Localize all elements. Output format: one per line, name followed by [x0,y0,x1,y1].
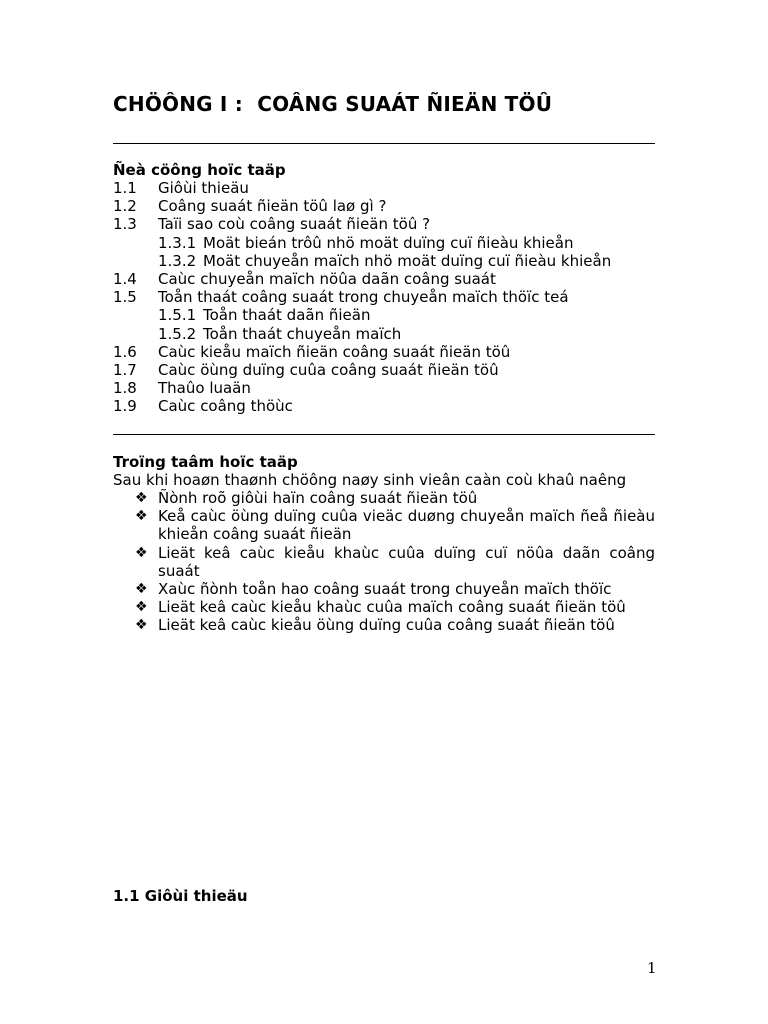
outline-item-number: 1.1 [113,179,137,197]
focus-item [113,507,655,543]
outline-item [113,343,611,361]
outline-item-text: Moät chuyeån maïch nhö moät duïng cuï ñieàu khieån [203,251,612,270]
page-number: 1 [647,959,657,977]
focus-item-text: Lieät keâ caùc kieåu öùng duïng cuûa coâng suaát ñieän töû [158,616,615,635]
diamond-bullet-icon: ❖ [135,617,148,634]
outline-item-text: Thaûo luaän [158,379,251,398]
focus-item-text: Keå caùc öùng duïng cuûa vieäc duøng chuyeån maïch ñeå ñieàu khieån coâng suaát ñieän [158,507,655,544]
focus-list [113,489,655,635]
outline-item-text: Toån thaát chuyeån maïch [203,324,402,343]
outline-item-text: Caùc öùng duïng cuûa coâng suaát ñieän töû [158,360,499,379]
outline-subitem [113,306,611,324]
outline-item [113,179,611,197]
outline-item-number: 1.5 [113,288,137,307]
focus-intro: Sau khi hoaøn thaønh chöông naøy sinh vieân caàn coù khaû naêng [113,471,627,489]
diamond-bullet-icon: ❖ [135,544,148,561]
outline-item-text: Toån thaát coâng suaát trong chuyeån maïch thöïc teá [158,288,569,307]
focus-item [113,616,655,634]
outline-item-number: 1.6 [113,342,137,361]
outline-item-number: 1.4 [113,269,137,288]
outline-subitem [113,252,611,270]
middle-divider [113,434,655,435]
outline-item [113,197,611,215]
outline-item-number: 1.7 [113,360,137,379]
focus-item [113,598,655,616]
outline-item-number: 1.3 [113,215,137,234]
diamond-bullet-icon: ❖ [135,490,148,506]
focus-item [113,580,655,598]
focus-item-text: Lieät keâ caùc kieåu khaùc cuûa maïch coâng suaát ñieän töû [158,598,626,617]
diamond-bullet-icon: ❖ [135,599,148,616]
outline-item [113,215,611,233]
outline-item-text: Taïi sao coù coâng suaát ñieän töû ? [158,215,431,234]
focus-item-text: Ñònh roõ giôùi haïn coâng suaát ñieän töû [158,489,478,507]
outline-item [113,361,611,379]
outline-item-number: 1.5.1 [158,306,197,325]
outline-item-number: 1.2 [113,197,137,216]
outline-item [113,397,611,415]
outline-item-number: 1.3.1 [158,233,197,252]
outline-item-number: 1.5.2 [158,324,197,343]
outline-item [113,379,611,397]
focus-heading: Troïng taâm hoïc taäp [113,453,298,471]
outline-item-text: Caùc chuyeån maïch nöûa daãn coâng suaát [158,269,496,288]
outline-subitem [113,234,611,252]
diamond-bullet-icon: ❖ [135,508,148,525]
outline-item-text: Caùc kieåu maïch ñieän coâng suaát ñieän töû [158,342,511,361]
focus-item [113,544,655,580]
outline-heading: Ñeà cöông hoïc taäp [113,161,286,179]
outline-item [113,288,611,306]
outline-list [113,179,611,415]
focus-item-text: Xaùc ñònh toån hao coâng suaát trong chuyeån maïch thöïc [158,580,612,599]
outline-item-number: 1.3.2 [158,251,197,270]
outline-item-text: Caùc coâng thöùc [158,397,293,416]
focus-item [113,489,655,507]
outline-subitem [113,325,611,343]
top-divider [113,143,655,144]
outline-item-text: Coâng suaát ñieän töû laø gì ? [158,197,387,216]
outline-item [113,270,611,288]
outline-item-number: 1.9 [113,397,137,416]
focus-item-text: Lieät keâ caùc kieåu khaùc cuûa duïng cuï nöûa daãn coâng suaát [158,543,655,580]
section-heading-1-1: 1.1 Giôùi thieäu [113,887,248,905]
outline-item-number: 1.8 [113,379,137,398]
outline-item-text: Giôùi thieäu [158,179,249,197]
outline-item-text: Moät bieán trôû nhö moät duïng cuï ñieàu khieån [203,233,574,252]
diamond-bullet-icon: ❖ [135,581,148,598]
outline-item-text: Toån thaát daãn ñieän [203,306,371,325]
chapter-title: CHÖÔNG I : COÂNG SUAÁT ÑIEÄN TÖÛ [113,92,553,116]
